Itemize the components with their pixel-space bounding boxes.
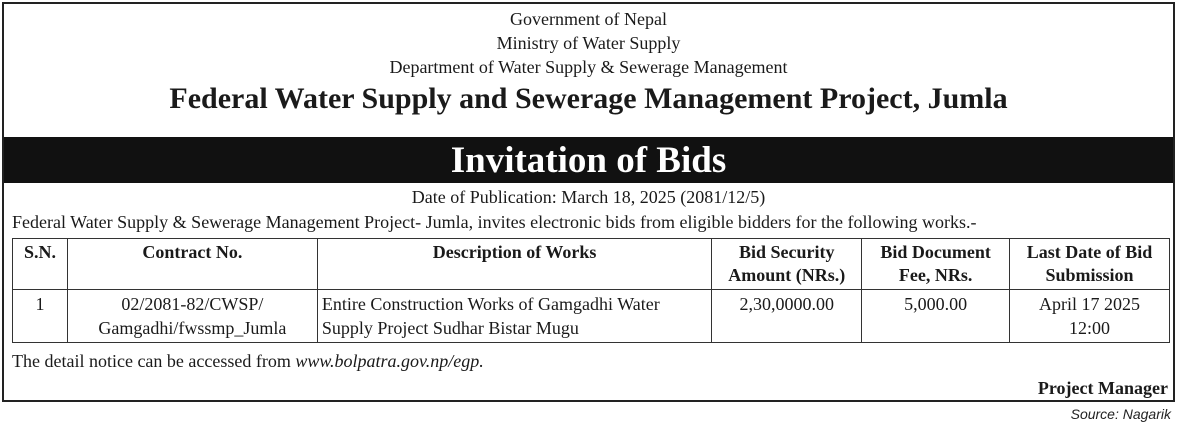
bid-notice xyxy=(2,2,1175,402)
cell-description: Entire Construction Works of Gamgadhi Water Supply Project Sudhar Bistar Mugu xyxy=(317,290,711,343)
table-header-row xyxy=(13,239,1170,290)
publication-date: Date of Publication: March 18, 2025 (2081/12/5) xyxy=(411,187,766,207)
header-deadline: Last Date of Bid Submission xyxy=(1010,239,1170,290)
department-line: Department of Water Supply & Sewerage Management xyxy=(389,57,788,77)
banner-title: Invitation of Bids xyxy=(450,140,727,181)
header-contract: Contract No. xyxy=(67,239,317,290)
detail-notice xyxy=(12,349,484,373)
bids-table xyxy=(12,238,1170,343)
intro-text: Federal Water Supply & Sewerage Management Project- Jumla, invites electronic bids from eligible bidders for the following works.- xyxy=(12,212,977,232)
header-description: Description of Works xyxy=(317,239,711,290)
detail-notice-text: The detail notice can be accessed from xyxy=(12,351,291,371)
cell-sn: 1 xyxy=(13,290,68,343)
source-credit: Source: Nagarik xyxy=(1070,406,1171,422)
header-sn: S.N. xyxy=(13,239,68,290)
table-row xyxy=(13,290,1170,343)
government-line: Government of Nepal xyxy=(510,9,667,29)
header-security: Bid Security Amount (NRs.) xyxy=(712,239,862,290)
project-title: Federal Water Supply and Sewerage Management Project, Jumla xyxy=(169,82,1008,115)
signature: Project Manager xyxy=(1037,378,1168,398)
header-fee: Bid Document Fee, NRs. xyxy=(862,239,1010,290)
bolpatra-link[interactable]: www.bolpatra.gov.np/egp. xyxy=(295,351,484,371)
cell-contract: 02/2081-82/CWSP/ Gamgadhi/fwssmp_Jumla xyxy=(67,290,317,343)
cell-security: 2,30,0000.00 xyxy=(712,290,862,343)
cell-deadline: April 17 2025 12:00 xyxy=(1010,290,1170,343)
ministry-line: Ministry of Water Supply xyxy=(496,33,681,53)
invitation-banner xyxy=(4,137,1173,183)
cell-fee: 5,000.00 xyxy=(862,290,1010,343)
